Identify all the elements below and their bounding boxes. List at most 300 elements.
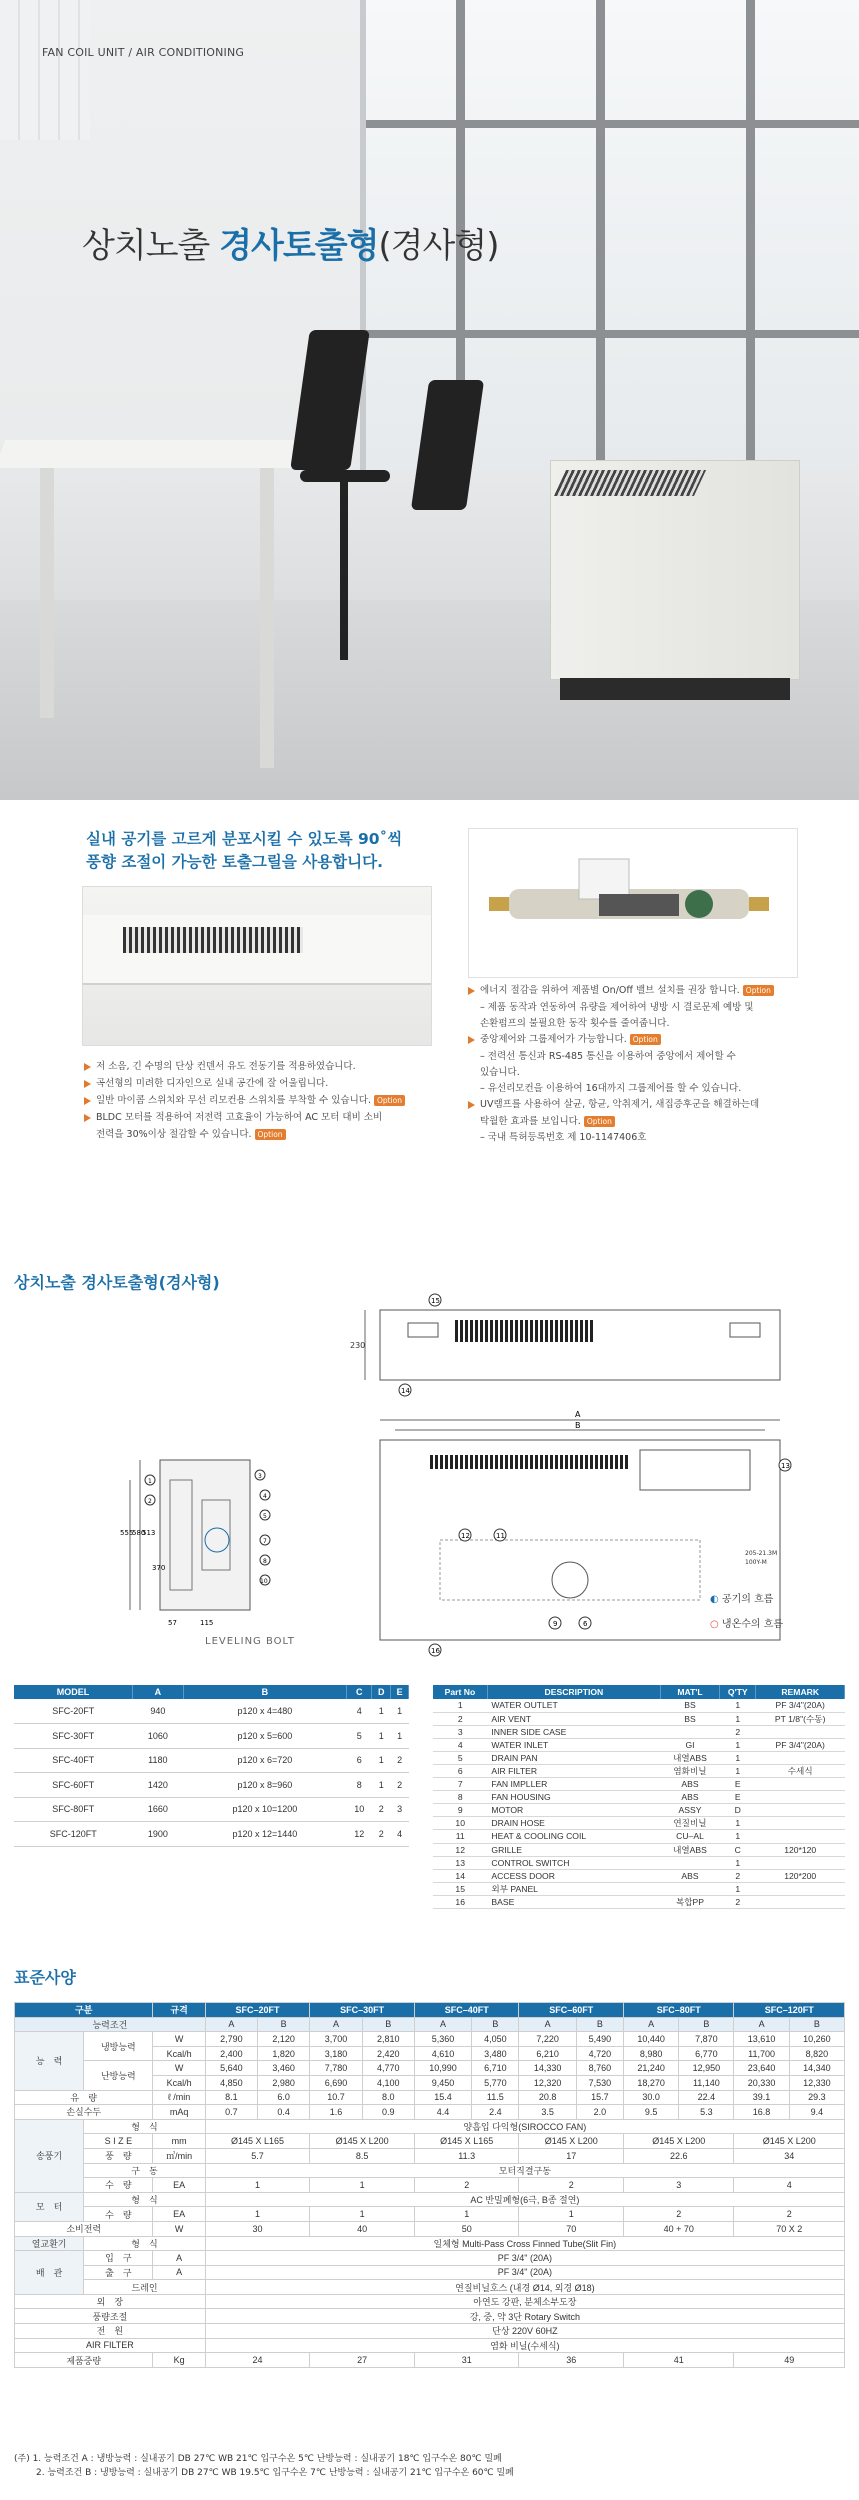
spec-cell: 27 xyxy=(310,2353,415,2368)
hero-tag: FAN COIL UNIT / AIR CONDITIONING xyxy=(42,46,245,59)
table-cell: 1 xyxy=(372,1724,391,1749)
parts-col-header: MAT'L xyxy=(660,1685,719,1699)
table-cell: PT 1/8"(수동) xyxy=(756,1712,845,1725)
spec-cell: 12,950 xyxy=(679,2061,734,2076)
table-row xyxy=(433,1804,845,1817)
spec-cell: 40 xyxy=(310,2221,415,2236)
table-cell: 1900 xyxy=(133,1822,184,1847)
table-cell: PF 3/4"(20A) xyxy=(756,1738,845,1751)
svg-text:3: 3 xyxy=(258,1473,262,1480)
spec-row xyxy=(15,2192,845,2207)
spec-row xyxy=(15,2178,845,2193)
spec-cell: 1 xyxy=(205,2178,310,2193)
table-cell: 15 xyxy=(433,1882,487,1895)
feature-text: BLDC 모터를 적용하여 저전력 고효율이 가능하여 AC 모터 대비 소비 xyxy=(96,1112,383,1123)
spec-cell: 5,360 xyxy=(414,2032,471,2047)
svg-text:4: 4 xyxy=(263,1493,267,1500)
table-cell: WATER OUTLET xyxy=(487,1699,660,1712)
table-cell: 1420 xyxy=(133,1773,184,1798)
table-cell: ASSY xyxy=(660,1804,719,1817)
spec-cell: Kcal/h xyxy=(153,2046,205,2061)
feature-sub: – 유선리모컨을 이용하여 16대까지 그룹제어를 할 수 있습니다. xyxy=(480,1083,742,1094)
spec-cell: 8.5 xyxy=(310,2148,415,2163)
spec-cell: A xyxy=(624,2017,679,2032)
spec-cell: 12,320 xyxy=(519,2075,576,2090)
table-row xyxy=(433,1699,845,1712)
table-cell xyxy=(756,1791,845,1804)
spec-cell: 24 xyxy=(205,2353,310,2368)
option-badge: Option xyxy=(743,985,774,996)
spec-cell: 2.0 xyxy=(576,2105,623,2120)
feature-item xyxy=(468,1098,813,1112)
table-cell xyxy=(756,1856,845,1869)
svg-text:115: 115 xyxy=(200,1619,214,1627)
table-cell: 수세식 xyxy=(756,1764,845,1777)
table-cell: 5 xyxy=(347,1724,372,1749)
table-cell: 120*200 xyxy=(756,1869,845,1882)
spec-cell: W xyxy=(153,2032,205,2047)
table-cell: 4 xyxy=(391,1822,409,1847)
table-cell: 10 xyxy=(433,1817,487,1830)
table-cell: 1 xyxy=(720,1699,756,1712)
spec-cell: 8,820 xyxy=(789,2046,844,2061)
svg-text:513: 513 xyxy=(142,1529,156,1537)
spec-cell: 구 동 xyxy=(84,2163,206,2178)
feature-text: UV램프를 사용하여 살균, 항균, 악취제거, 새집증후군을 해결하는데 xyxy=(480,1099,760,1110)
spec-cell: 3 xyxy=(624,2178,734,2193)
spec-cell: 열교환기 xyxy=(15,2236,84,2251)
table-row xyxy=(433,1751,845,1764)
svg-text:370: 370 xyxy=(152,1564,166,1572)
table-row xyxy=(433,1882,845,1895)
spec-table xyxy=(14,2002,845,2368)
feature-item xyxy=(84,1060,444,1074)
table-cell: 내열ABS xyxy=(660,1751,719,1764)
spec-cell: mm xyxy=(153,2134,205,2149)
spec-cell: 손실수두 xyxy=(15,2105,153,2120)
spec-row xyxy=(15,2265,845,2280)
spec-cell: 20,330 xyxy=(734,2075,789,2090)
blinds xyxy=(0,0,90,140)
feature-sub: – 제품 동작과 연동하여 유량을 제어하여 냉방 시 결로문제 예방 및 xyxy=(480,1002,754,1013)
spec-cell: 난방능력 xyxy=(84,2061,153,2090)
feature-cont xyxy=(84,1128,444,1142)
notes: (주) 1. 능력조건 A : 냉방능력 : 실내공기 DB 27℃ WB 21℃ 입구수온 5℃ 난방능력 : 실내공기 18℃ 입구수온 80℃ 밀폐 2. 능력조건 B : 냉방능력 : 실내공기 DB 27℃ WB 19.5℃ 입구수온 7℃ 난방능력 : 실내공기 21℃ 입구수온 60℃ 밀폐 xyxy=(14,2454,514,2478)
table-cell: 1 xyxy=(433,1699,487,1712)
spec-row xyxy=(15,2221,845,2236)
table-cell: 7 xyxy=(433,1778,487,1791)
spec-cell: 수 량 xyxy=(84,2207,153,2222)
table-row xyxy=(433,1791,845,1804)
table-cell xyxy=(756,1725,845,1738)
spec-cell: 2,420 xyxy=(362,2046,414,2061)
spec-cell: 2 xyxy=(734,2207,845,2222)
legend-air: ◐ 공기의 흐름 xyxy=(710,1594,774,1605)
svg-text:14: 14 xyxy=(401,1387,410,1395)
spec-header: 구분 xyxy=(15,2003,153,2018)
spec-cell: B xyxy=(258,2017,310,2032)
table-cell xyxy=(756,1895,845,1908)
spec-cell: 0.9 xyxy=(362,2105,414,2120)
spec-cell: 6,770 xyxy=(679,2046,734,2061)
spec-cell: 6,690 xyxy=(310,2075,362,2090)
spec-cell: 70 xyxy=(519,2221,624,2236)
spec-row xyxy=(15,2105,845,2120)
feature-sub: – 전력선 통신과 RS-485 통신을 이용하여 중앙에서 제어할 수 xyxy=(480,1051,736,1062)
table-cell: 14 xyxy=(433,1869,487,1882)
feature-list-right xyxy=(468,984,813,1147)
table-cell: GRILLE xyxy=(487,1843,660,1856)
spec-cell: A xyxy=(205,2017,257,2032)
table-cell: ABS xyxy=(660,1869,719,1882)
table-cell: 4 xyxy=(433,1738,487,1751)
spec-cell: 14,340 xyxy=(789,2061,844,2076)
spec-row xyxy=(15,2061,845,2076)
table-cell: 4 xyxy=(347,1699,372,1724)
svg-text:10: 10 xyxy=(260,1578,268,1585)
spec-cell: 2 xyxy=(519,2178,624,2193)
table-row xyxy=(14,1724,409,1749)
spec-cell: 10,440 xyxy=(624,2032,679,2047)
spec-cell: 모터직결구동 xyxy=(205,2163,844,2178)
table-cell xyxy=(660,1856,719,1869)
spec-cell: 9,450 xyxy=(414,2075,471,2090)
section-title-drawing: 상치노출 경사토출형(경사형) xyxy=(14,1273,220,1292)
spec-cell: B xyxy=(362,2017,414,2032)
spec-row xyxy=(15,2353,845,2368)
spec-cell: 일체형 Multi-Pass Cross Finned Tube(Slit Fin) xyxy=(205,2236,844,2251)
spec-cell: 2 xyxy=(414,2178,519,2193)
table-cell: 6 xyxy=(347,1748,372,1773)
model-col-header: A xyxy=(133,1685,184,1699)
spec-cell: 형 식 xyxy=(84,2192,206,2207)
feature-text: 중앙제어와 그룹제어가 가능합니다. xyxy=(480,1034,627,1045)
svg-text:16: 16 xyxy=(431,1647,440,1655)
spec-row xyxy=(15,2090,845,2105)
table-cell: 16 xyxy=(433,1895,487,1908)
spec-cell: 5.3 xyxy=(679,2105,734,2120)
table-cell: PF 3/4"(20A) xyxy=(756,1699,845,1712)
spec-cell: S I Z E xyxy=(84,2134,153,2149)
model-col-header: C xyxy=(347,1685,372,1699)
parts-col-header: DESCRIPTION xyxy=(487,1685,660,1699)
spec-cell: B xyxy=(789,2017,844,2032)
spec-cell: 풍 량 xyxy=(84,2148,153,2163)
table-cell xyxy=(756,1817,845,1830)
table-cell: 1 xyxy=(720,1738,756,1751)
spec-cell: 2,400 xyxy=(205,2046,257,2061)
spec-cell: A xyxy=(153,2265,205,2280)
spec-cell: 0.7 xyxy=(205,2105,257,2120)
table-cell: SFC-80FT xyxy=(14,1797,133,1822)
table-cell: 10 xyxy=(347,1797,372,1822)
spec-cell: 2,790 xyxy=(205,2032,257,2047)
spec-cell: Kg xyxy=(153,2353,205,2368)
spec-cell: A xyxy=(310,2017,362,2032)
table-cell: 1 xyxy=(391,1724,409,1749)
table-cell: 8 xyxy=(433,1791,487,1804)
table-row xyxy=(433,1843,845,1856)
spec-cell: 형 식 xyxy=(84,2236,206,2251)
spec-cell: 외 장 xyxy=(15,2294,206,2309)
parts-table xyxy=(433,1685,845,1909)
table-cell: 2 xyxy=(391,1773,409,1798)
legend-water: ○ 냉온수의 흐름 xyxy=(710,1619,784,1630)
table-cell: p120 x 5=600 xyxy=(183,1724,346,1749)
spec-cell: 4,610 xyxy=(414,2046,471,2061)
table-cell: 복합PP xyxy=(660,1895,719,1908)
spec-cell: EA xyxy=(153,2178,205,2193)
table-cell: 2 xyxy=(720,1869,756,1882)
spec-model-header: SFC–40FT xyxy=(414,2003,519,2018)
table-cell: 1 xyxy=(720,1817,756,1830)
spec-cell: 0.4 xyxy=(258,2105,310,2120)
side-view-drawing xyxy=(80,1420,330,1640)
spec-row xyxy=(15,2003,845,2018)
spec-cell: Ø145 X L165 xyxy=(205,2134,310,2149)
spec-cell: 9.4 xyxy=(789,2105,844,2120)
svg-text:57: 57 xyxy=(168,1619,177,1627)
grille-photo xyxy=(82,886,432,1046)
table-cell: DRAIN HOSE xyxy=(487,1817,660,1830)
table-cell: FAN IMPLLER xyxy=(487,1778,660,1791)
spec-cell: 8,760 xyxy=(576,2061,623,2076)
table-row xyxy=(433,1869,845,1882)
table-cell: 12 xyxy=(347,1822,372,1847)
spec-cell: 7,220 xyxy=(519,2032,576,2047)
table-cell: INNER SIDE CASE xyxy=(487,1725,660,1738)
spec-cell: 4.4 xyxy=(414,2105,471,2120)
spec-cell: 39.1 xyxy=(734,2090,789,2105)
table-cell: 13 xyxy=(433,1856,487,1869)
feature-cont xyxy=(468,1115,813,1129)
table-cell: 940 xyxy=(133,1699,184,1724)
table-cell: 1 xyxy=(372,1773,391,1798)
table-cell xyxy=(660,1882,719,1895)
spec-row xyxy=(15,2148,845,2163)
table-cell: HEAT & COOLING COIL xyxy=(487,1830,660,1843)
spec-row xyxy=(15,2280,845,2295)
feature-item xyxy=(84,1077,444,1091)
spec-row xyxy=(15,2251,845,2266)
table-cell: SFC-20FT xyxy=(14,1699,133,1724)
spec-cell: 15.7 xyxy=(576,2090,623,2105)
spec-cell: EA xyxy=(153,2207,205,2222)
spec-cell: 소비전력 xyxy=(15,2221,153,2236)
table-cell: SFC-60FT xyxy=(14,1773,133,1798)
table-cell: ABS xyxy=(660,1778,719,1791)
table-row xyxy=(14,1699,409,1724)
spec-row xyxy=(15,2338,845,2353)
table-row xyxy=(433,1725,845,1738)
spec-cell: 11,700 xyxy=(734,2046,789,2061)
spec-cell: ㎥/min xyxy=(153,2148,205,2163)
svg-text:B: B xyxy=(575,1421,581,1430)
spec-cell: PF 3/4" (20A) xyxy=(205,2265,844,2280)
table-cell: 3 xyxy=(433,1725,487,1738)
spec-row xyxy=(15,2324,845,2339)
spec-cell: 34 xyxy=(734,2148,845,2163)
table-cell: 연질비닐 xyxy=(660,1817,719,1830)
spec-cell: 능력조건 xyxy=(15,2017,206,2032)
spec-cell: 2,120 xyxy=(258,2032,310,2047)
feature-sub: – 국내 특허등록번호 제 10-1147406호 xyxy=(480,1132,647,1143)
parts-col-header: REMARK xyxy=(756,1685,845,1699)
spec-cell: 11.3 xyxy=(414,2148,519,2163)
spec-row xyxy=(15,2309,845,2324)
spec-cell: A xyxy=(414,2017,471,2032)
table-cell: 2 xyxy=(372,1822,391,1847)
table-cell: 12 xyxy=(433,1843,487,1856)
spec-cell: 6,210 xyxy=(519,2046,576,2061)
table-cell: 1 xyxy=(372,1748,391,1773)
spec-header: 규격 xyxy=(153,2003,205,2018)
table-cell: WATER INLET xyxy=(487,1738,660,1751)
table-cell: 5 xyxy=(433,1751,487,1764)
model-col-header: MODEL xyxy=(14,1685,133,1699)
spec-cell: 70 X 2 xyxy=(734,2221,845,2236)
table-cell: 2 xyxy=(391,1748,409,1773)
spec-cell: 8.1 xyxy=(205,2090,257,2105)
table-cell: 120*120 xyxy=(756,1843,845,1856)
table-cell: ABS xyxy=(660,1791,719,1804)
table-row xyxy=(433,1817,845,1830)
svg-text:5: 5 xyxy=(263,1513,267,1520)
spec-cell: 수 량 xyxy=(84,2178,153,2193)
spec-cell: 배 관 xyxy=(15,2251,84,2295)
valve-photo xyxy=(468,828,798,978)
spec-cell: 30 xyxy=(205,2221,310,2236)
spec-model-header: SFC–60FT xyxy=(519,2003,624,2018)
spec-cell: Ø145 X L200 xyxy=(310,2134,415,2149)
spec-cell: 1 xyxy=(519,2207,624,2222)
feature-text: 저 소음, 긴 수명의 단상 컨덴서 유도 전동기를 적용하였습니다. xyxy=(96,1061,356,1072)
table-cell: 2 xyxy=(720,1725,756,1738)
option-badge: Option xyxy=(630,1034,661,1045)
table-cell: 6 xyxy=(433,1764,487,1777)
spec-cell: Ø145 X L200 xyxy=(624,2134,734,2149)
feature-item xyxy=(468,984,813,998)
table-cell: SFC-40FT xyxy=(14,1748,133,1773)
table-cell: CU–AL xyxy=(660,1830,719,1843)
feature-text: 일반 마이콤 스위치와 무선 리모컨용 스위치를 부착할 수 있습니다. xyxy=(96,1095,371,1106)
svg-text:1: 1 xyxy=(148,1478,152,1485)
spec-row xyxy=(15,2134,845,2149)
spec-cell: 40 + 70 xyxy=(624,2221,734,2236)
spec-cell: B xyxy=(679,2017,734,2032)
spec-cell: 13,610 xyxy=(734,2032,789,2047)
spec-cell: Ø145 X L200 xyxy=(734,2134,845,2149)
spec-cell: 31 xyxy=(414,2353,519,2368)
spec-cell: 5.7 xyxy=(205,2148,310,2163)
table-cell: DRAIN PAN xyxy=(487,1751,660,1764)
spec-cell: Ø145 X L165 xyxy=(414,2134,519,2149)
spec-row xyxy=(15,2207,845,2222)
table-cell: 1 xyxy=(720,1712,756,1725)
spec-cell: 3,180 xyxy=(310,2046,362,2061)
spec-cell: 양흡입 다익형(SIROCCO FAN) xyxy=(205,2119,844,2134)
svg-text:13: 13 xyxy=(781,1462,790,1470)
table-cell: 1180 xyxy=(133,1748,184,1773)
parts-col-header: Part No xyxy=(433,1685,487,1699)
feature-text: 곡선형의 미려한 디자인으로 실내 공간에 잘 어울립니다. xyxy=(96,1078,329,1089)
table-cell: E xyxy=(720,1791,756,1804)
table-row xyxy=(14,1748,409,1773)
spec-cell: Ø145 X L200 xyxy=(519,2134,624,2149)
table-row xyxy=(14,1797,409,1822)
table-cell: 3 xyxy=(391,1797,409,1822)
option-badge: Option xyxy=(374,1095,405,1106)
spec-cell: 1 xyxy=(414,2207,519,2222)
spec-cell: 3,460 xyxy=(258,2061,310,2076)
table-row xyxy=(433,1830,845,1843)
spec-cell: 4 xyxy=(734,2178,845,2193)
spec-cell: 14,330 xyxy=(519,2061,576,2076)
section-title-spec: 표준사양 xyxy=(14,1968,76,1987)
feature-sub: 있습니다. xyxy=(480,1067,520,1078)
table-cell: 2 xyxy=(372,1797,391,1822)
table-cell: SFC-30FT xyxy=(14,1724,133,1749)
spec-cell: 2,810 xyxy=(362,2032,414,2047)
spec-cell: 11,140 xyxy=(679,2075,734,2090)
spec-cell: 15.4 xyxy=(414,2090,471,2105)
spec-cell: 5,770 xyxy=(472,2075,519,2090)
table-cell: AIR FILTER xyxy=(487,1764,660,1777)
spec-cell: 출 구 xyxy=(84,2265,153,2280)
feature-list-left xyxy=(84,1060,444,1144)
spec-cell: A xyxy=(519,2017,576,2032)
table-cell xyxy=(756,1778,845,1791)
table-cell: p120 x 6=720 xyxy=(183,1748,346,1773)
leveling-bolt-label: LEVELING BOLT xyxy=(205,1636,295,1647)
table-cell: 1 xyxy=(720,1751,756,1764)
spec-row xyxy=(15,2236,845,2251)
spec-cell: 4,100 xyxy=(362,2075,414,2090)
svg-text:A: A xyxy=(575,1410,581,1419)
table-cell xyxy=(756,1751,845,1764)
spec-cell: 2,980 xyxy=(258,2075,310,2090)
spec-model-header: SFC–120FT xyxy=(734,2003,845,2018)
spec-cell: 형 식 xyxy=(84,2119,206,2134)
spec-cell: 36 xyxy=(519,2353,624,2368)
page-title: 상치노출 경사토출형(경사형) xyxy=(82,226,499,266)
spec-cell: 6.0 xyxy=(258,2090,310,2105)
table-cell: 염화비닐 xyxy=(660,1764,719,1777)
svg-text:100Y-M: 100Y-M xyxy=(745,1559,767,1566)
svg-text:6: 6 xyxy=(583,1620,588,1628)
spec-row xyxy=(15,2294,845,2309)
model-col-header: E xyxy=(391,1685,409,1699)
spec-row xyxy=(15,2032,845,2047)
table-cell: D xyxy=(720,1804,756,1817)
spec-model-header: SFC–20FT xyxy=(205,2003,310,2018)
spec-cell: B xyxy=(472,2017,519,2032)
table-cell: 1660 xyxy=(133,1797,184,1822)
table-cell: E xyxy=(720,1778,756,1791)
spec-cell: 17 xyxy=(519,2148,624,2163)
spec-cell: 연질비닐호스 (내경 Ø14, 외경 Ø18) xyxy=(205,2280,844,2295)
spec-model-header: SFC–30FT xyxy=(310,2003,415,2018)
spec-cell: 송풍기 xyxy=(15,2119,84,2192)
spec-cell: 16.8 xyxy=(734,2105,789,2120)
option-badge: Option xyxy=(584,1116,615,1127)
spec-cell: 10,260 xyxy=(789,2032,844,2047)
table-cell: CONTROL SWITCH xyxy=(487,1856,660,1869)
table-cell: 8 xyxy=(347,1773,372,1798)
spec-cell: 11.5 xyxy=(472,2090,519,2105)
spec-cell: 22.6 xyxy=(624,2148,734,2163)
table-cell: 1 xyxy=(720,1856,756,1869)
